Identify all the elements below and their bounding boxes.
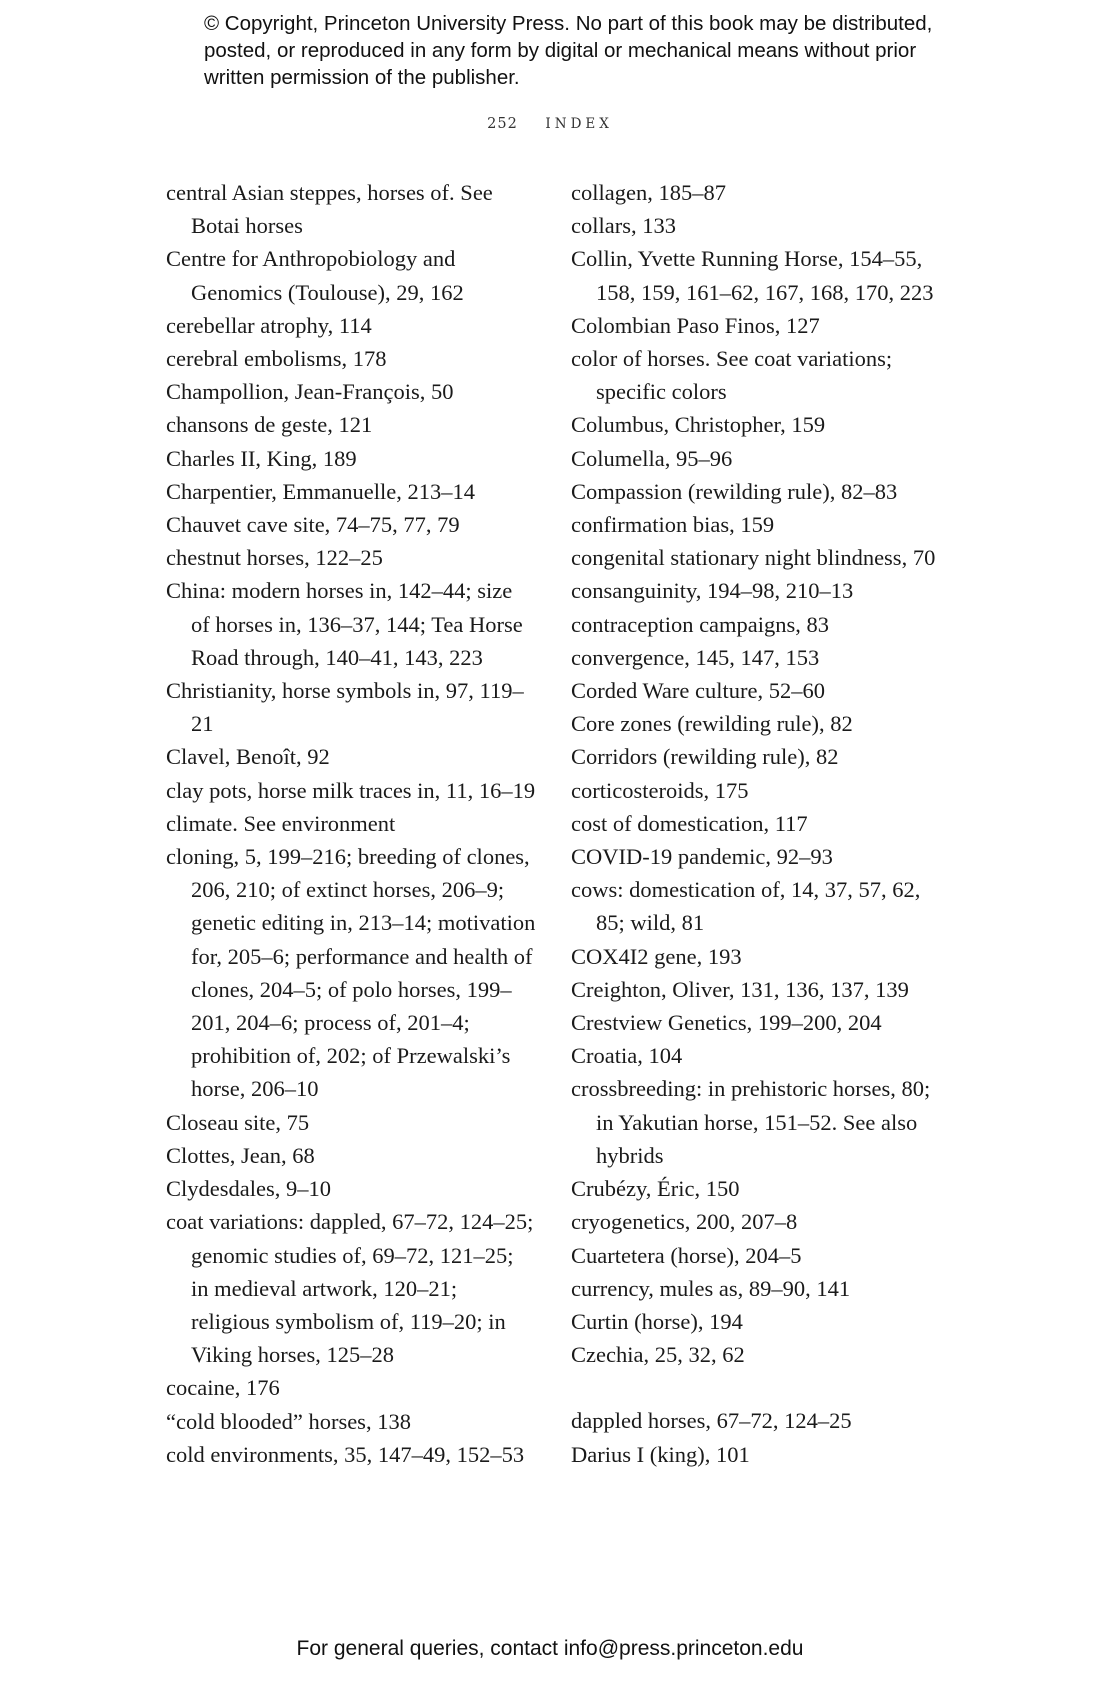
index-entry: Darius I (king), 101: [571, 1441, 750, 1467]
index-entry: Cuartetera (horse), 204–5: [571, 1242, 802, 1268]
index-entry: Corridors (rewilding rule), 82: [571, 744, 839, 770]
index-entry: climate. See environment: [166, 810, 396, 836]
index-entry: dappled horses, 67–72, 124–25: [571, 1408, 852, 1434]
index-entry: cocaine, 176: [166, 1375, 280, 1401]
index-entry: corticosteroids, 175: [571, 777, 749, 803]
index-entry: Collin, Yvette Running Horse, 154–55, 158, 159, 161–62, 167, 168, 170, 223: [571, 246, 934, 305]
footer-contact: For general queries, contact info@press.princeton.edu: [296, 1637, 804, 1660]
index-entry: Champollion, Jean-François, 50: [166, 379, 454, 405]
index-entry: Columbus, Christopher, 159: [571, 412, 826, 438]
index-entry: crossbreeding: in prehistoric horses, 80; in Yakutian horse, 151–52. See also hybrids: [571, 1076, 931, 1168]
index-entry: Charles II, King, 189: [166, 445, 357, 471]
index-entry: Christianity, horse symbols in, 97, 119–21: [166, 678, 524, 737]
index-entry: collagen, 185–87: [571, 180, 726, 205]
index-entry: Curtin (horse), 194: [571, 1308, 743, 1334]
index-entry: cows: domestication of, 14, 37, 57, 62, 85; wild, 81: [571, 877, 921, 936]
index-entry: cost of domestication, 117: [571, 810, 808, 836]
index-entry: Clottes, Jean, 68: [166, 1142, 315, 1168]
index-entry: convergence, 145, 147, 153: [571, 644, 820, 670]
index-entry: COVID-19 pandemic, 92–93: [571, 844, 833, 870]
index-entry: Crubézy, Éric, 150: [571, 1176, 740, 1202]
index-entry: Creighton, Oliver, 131, 136, 137, 139: [571, 976, 909, 1002]
index-entry: consanguinity, 194–98, 210–13: [571, 578, 854, 604]
index-list-right: [571, 176, 951, 1471]
index-entry: Core zones (rewilding rule), 82: [571, 711, 853, 737]
index-column-left: [166, 176, 536, 1471]
page-number: 252: [487, 116, 518, 132]
index-entry: congenital stationary night blindness, 70: [571, 545, 936, 571]
index-entry: Crestview Genetics, 199–200, 204: [571, 1010, 882, 1036]
index-entry: Clydesdales, 9–10: [166, 1176, 331, 1202]
index-entry: China: modern horses in, 142–44; size of horses in, 136–37, 144; Tea Horse Road through, 140–41, 143, 223: [166, 578, 523, 670]
index-entry: Clavel, Benoît, 92: [166, 744, 330, 770]
index-list-left: [166, 176, 536, 1471]
index-entry: central Asian steppes, horses of. See Botai horses: [166, 180, 493, 239]
index-entry: Colombian Paso Finos, 127: [571, 312, 820, 338]
index-entry: Charpentier, Emmanuelle, 213–14: [166, 478, 476, 504]
index-entry: chestnut horses, 122–25: [166, 545, 383, 571]
index-entry: cloning, 5, 199–216; breeding of clones, 206, 210; of extinct horses, 206–9; genetic editing in, 213–14; motivation for, 205–6; performance and health of clones, 204–5; of polo horses, 199–201, 204–6; process of, 201–4; prohibition of, 202; of Przewalski’s horse, 206–10: [166, 844, 536, 1102]
index-entry: COX4I2 gene, 193: [571, 943, 742, 969]
index-entry: color of horses. See coat variations; specific colors: [571, 346, 893, 405]
index-entry: Chauvet cave site, 74–75, 77, 79: [166, 512, 460, 538]
index-entry: contraception campaigns, 83: [571, 611, 830, 637]
index-entry: Corded Ware culture, 52–60: [571, 678, 825, 704]
index-entry: Closeau site, 75: [166, 1109, 310, 1135]
index-entry: coat variations: dappled, 67–72, 124–25; genomic studies of, 69–72, 121–25; in medieval artwork, 120–21; religious symbolism of, 119–20; in Viking horses, 125–28: [166, 1209, 534, 1368]
index-entry: cerebral embolisms, 178: [166, 346, 387, 372]
running-head: [0, 116, 1100, 132]
index-entry: currency, mules as, 89–90, 141: [571, 1275, 851, 1301]
index-entry: cerebellar atrophy, 114: [166, 312, 372, 338]
index-column-right: [571, 176, 951, 1471]
index-entry: cold environments, 35, 147–49, 152–53: [166, 1441, 525, 1467]
index-entry: Centre for Anthropobiology and Genomics (Toulouse), 29, 162: [166, 246, 464, 305]
index-entry: Czechia, 25, 32, 62: [571, 1342, 745, 1368]
index-entry: collars, 133: [571, 213, 676, 239]
section-title: INDEX: [545, 116, 613, 132]
index-entry: cryogenetics, 200, 207–8: [571, 1209, 798, 1235]
index-entry: Compassion (rewilding rule), 82–83: [571, 478, 898, 504]
index-entry: clay pots, horse milk traces in, 11, 16–19: [166, 777, 536, 803]
index-entry: Croatia, 104: [571, 1043, 683, 1069]
index-entry: chansons de geste, 121: [166, 412, 373, 438]
index-entry: “cold blooded” horses, 138: [166, 1408, 411, 1434]
copyright-notice: © Copyright, Princeton University Press. No part of this book may be distributed, posted, or reproduced in any form by digital or mechanical means without prior written permission of the publisher.: [204, 12, 933, 89]
index-entry: Columella, 95–96: [571, 445, 733, 471]
index-entry: confirmation bias, 159: [571, 512, 775, 538]
